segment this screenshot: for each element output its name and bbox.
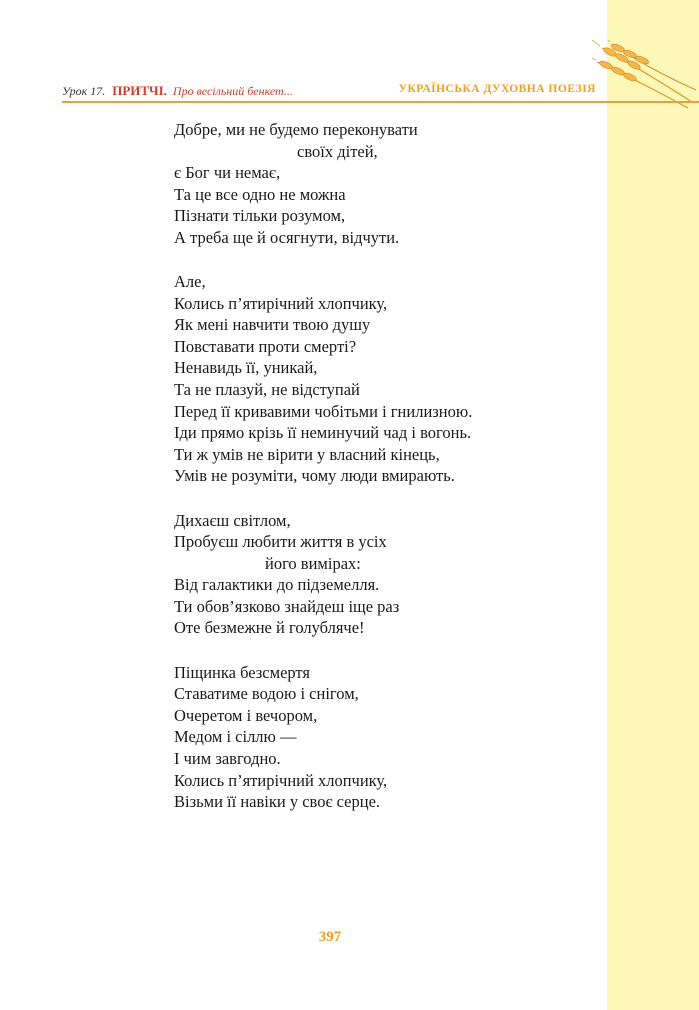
poem-line: Ненавидь її, уникай,	[174, 358, 318, 378]
poem-line: Іди прямо крізь її неминучий чад і вогонь.	[174, 423, 472, 443]
section-subtitle: Про весільний бенкет...	[172, 84, 293, 98]
poem-line: А треба ще й осягнути, відчути.	[174, 227, 400, 247]
poem-line: Умів не розуміти, чому люди вмирають.	[174, 466, 455, 486]
poem-line: Але,	[174, 272, 206, 292]
poem-line: Піщинка безсмертя	[174, 662, 311, 682]
poem-line: Очеретом і вечором,	[174, 705, 318, 725]
stanza-3	[174, 510, 594, 640]
poem-line: Від галактики до підземелля.	[174, 575, 380, 595]
stanza-2	[174, 271, 594, 487]
poem-line: Медом і сіллю —	[174, 727, 297, 747]
poem-line: І чим завгодно.	[174, 748, 281, 768]
poem	[174, 119, 594, 835]
poem-line: своїх дітей,	[297, 141, 378, 161]
poem-line: Повставати проти смерті?	[174, 336, 357, 356]
poem-line: Колись п’ятирічний хлопчику,	[174, 770, 388, 790]
header-divider	[62, 101, 699, 103]
stanza-4	[174, 662, 594, 813]
stanza-1	[174, 119, 594, 249]
section-title: ПРИТЧІ.	[112, 83, 167, 98]
poem-line: Ти обов’язково знайдеш іще раз	[174, 596, 400, 616]
running-header	[62, 80, 602, 102]
poem-line: Та не плазуй, не відступай	[174, 380, 360, 400]
poem-line: Дихаєш світлом,	[174, 510, 291, 530]
side-band	[607, 0, 699, 1010]
poem-line: Пробуєш любити життя в усіх	[174, 532, 387, 552]
poem-line: Та це все одно не можна	[174, 184, 346, 204]
poem-line: Як мені навчити твою душу	[174, 315, 371, 335]
poem-line: Колись п’ятирічний хлопчику,	[174, 293, 388, 313]
lesson-label: Урок 17.	[62, 84, 106, 98]
poem-line: Оте безмежне й голубляче!	[174, 618, 365, 638]
poem-line: Ставатиме водою і снігом,	[174, 684, 359, 704]
running-title: УКРАЇНСЬКА ДУХОВНА ПОЕЗІЯ	[398, 83, 596, 95]
page-number: 397	[318, 929, 342, 945]
wheat-icon	[592, 40, 699, 110]
header-left	[62, 83, 293, 99]
poem-line: Добре, ми не будемо переконувати	[174, 120, 418, 139]
poem-line: Перед її кривавими чобітьми і гнилизною.	[174, 401, 473, 421]
poem-line: Ти ж умів не вірити у власний кінець,	[174, 444, 440, 464]
poem-line: його вимірах:	[265, 553, 361, 573]
poem-line: є Бог чи немає,	[174, 163, 281, 183]
poem-line: Пізнати тільки розумом,	[174, 206, 346, 226]
poem-line: Візьми її навіки у своє серце.	[174, 792, 381, 812]
